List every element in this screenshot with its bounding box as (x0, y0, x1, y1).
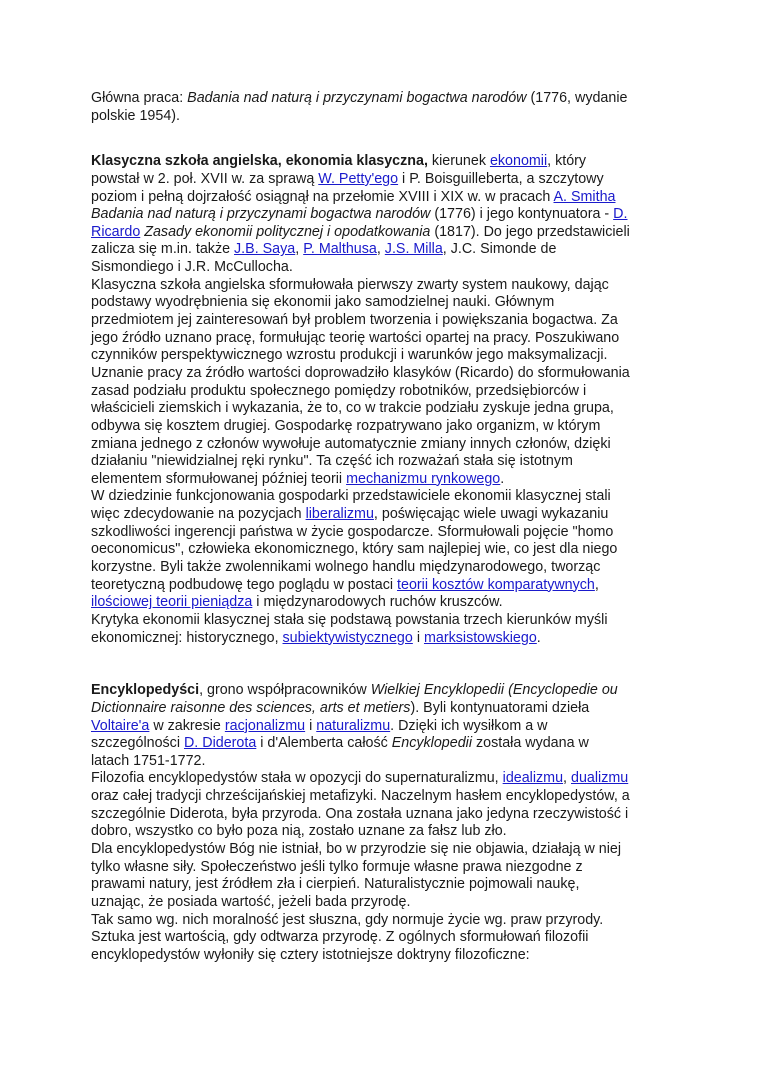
hyperlink[interactable]: teorii kosztów komparatywnych (397, 576, 595, 593)
text-line (91, 206, 676, 224)
text-run: korzystne. Byli także zwolennikami wolnego handlu międzynarodowego, tworząc (91, 559, 601, 576)
hyperlink[interactable]: D. (613, 206, 628, 223)
text-run: (1776) i jego kontynuatora - (430, 206, 614, 223)
text-line (91, 189, 676, 207)
text-run: , (563, 770, 571, 787)
text-run: powstał w 2. poł. XVII w. za sprawą (91, 170, 319, 187)
text-run: zasad podziału produktu społecznego pomiędzy robotników, przedsiębiorców i (91, 382, 587, 399)
text-run: i (412, 629, 424, 646)
text-run: Główna praca: (91, 90, 188, 106)
text-line (91, 436, 676, 454)
text-line (91, 630, 676, 648)
text-run: Tak samo wg. nich moralność jest słuszna, gdy normuje życie wg. praw przyrody. (91, 911, 604, 928)
text-line (91, 224, 676, 242)
text-run: . (536, 629, 541, 646)
text-run: (1776, wydanie (526, 90, 628, 106)
text-run: , grono współpracowników (199, 682, 371, 699)
paragraph-classical-school (91, 153, 676, 647)
text-run: oeconomicus", człowieka ekonomicznego, który sam najlepiej wie, co jest dla niego (91, 541, 618, 558)
text-run: właścicieli ziemskich i wykazania, że to, co w trakcie podziału zyskuje jedna grupa, (91, 400, 614, 417)
text-line (91, 735, 676, 753)
text-run: działaniu "niewidzialnej ręki rynku". Ta część ich rozważań stała się istotnym (91, 453, 573, 470)
hyperlink[interactable]: J.S. Milla (384, 241, 443, 258)
document-page (91, 90, 676, 964)
text-line (91, 823, 676, 841)
text-line (91, 453, 676, 471)
text-line (91, 912, 676, 930)
text-run: , który (547, 153, 587, 170)
text-line (91, 488, 676, 506)
italic-text: Dictionnaire raisonne des sciences, arts et metiers (91, 699, 411, 716)
text-line (91, 894, 676, 912)
text-line (91, 559, 676, 577)
text-run: , (295, 241, 304, 258)
text-run: i d'Alemberta całość (256, 735, 392, 752)
hyperlink[interactable]: Voltaire'a (91, 717, 150, 734)
text-run: szczególności (91, 735, 184, 752)
text-run: tylko własne siły. Społeczeństwo jeśli tylko formuje własne prawa niezgodne z (91, 858, 583, 875)
text-line (91, 241, 676, 259)
text-line (91, 700, 676, 718)
italic-text: Badania nad naturą i przyczynami bogactwa narodów (91, 206, 431, 223)
text-line (91, 108, 676, 126)
text-run: ekonomicznej: historycznego, (91, 629, 283, 646)
hyperlink[interactable]: liberalizmu (305, 506, 374, 523)
text-run: więc zdecydowanie na pozycjach (91, 506, 306, 523)
text-line (91, 347, 676, 365)
text-run: , J.C. Simonde de (442, 241, 557, 258)
hyperlink[interactable]: P. Malthusa (303, 241, 377, 258)
text-run: w zakresie (149, 717, 225, 734)
italic-text: Encyklopedii (391, 735, 473, 752)
text-run: polskie 1954). (91, 107, 181, 124)
italic-text: Zasady ekonomii politycznej i opodatkowania (144, 223, 431, 240)
text-run: zalicza się m.in. także (91, 241, 235, 258)
text-line (91, 171, 676, 189)
text-line (91, 418, 676, 436)
text-run: odbywa się kosztem drugiej. Gospodarkę rozpatrywano jako organizm, w którym (91, 417, 601, 434)
text-line (91, 929, 676, 947)
text-run: Filozofia encyklopedystów stała w opozycji do supernaturalizmu, (91, 770, 503, 787)
hyperlink[interactable]: racjonalizmu (224, 717, 306, 734)
paragraph-main-work (91, 90, 676, 125)
text-run: (1817). Do jego przedstawicieli (430, 223, 630, 240)
paragraph-spacer (91, 125, 676, 153)
text-run: została wydana w (472, 735, 589, 752)
hyperlink[interactable]: W. Petty'ego (318, 170, 399, 187)
text-run: Sismondiego i J.R. McCullocha. (91, 259, 293, 276)
text-line (91, 682, 676, 700)
text-run: i P. Boisguilleberta, a szczytowy (398, 170, 604, 187)
text-line (91, 841, 676, 859)
text-run: . (500, 470, 505, 487)
text-line (91, 876, 676, 894)
text-run: , poświęcając wiele uwagi wykazaniu (373, 506, 609, 523)
text-line (91, 859, 676, 877)
text-line (91, 541, 676, 559)
text-line (91, 153, 676, 171)
text-line (91, 577, 676, 595)
text-run: uznając, że posiada wartość, jeżeli bada przyrodę. (91, 893, 411, 910)
text-line (91, 947, 676, 965)
text-run: ). Byli kontynuatorami dzieła (410, 699, 590, 716)
hyperlink[interactable]: D. Diderota (183, 735, 257, 752)
text-line (91, 294, 676, 312)
hyperlink[interactable]: dualizmu (571, 770, 629, 787)
text-line (91, 524, 676, 542)
bold-text: Klasyczna szkoła angielska, ekonomia klasyczna, (91, 153, 428, 170)
hyperlink[interactable]: marksistowskiego (423, 629, 537, 646)
bold-text: Encyklopedyści (91, 682, 200, 699)
text-run: i międzynarodowych ruchów kruszców. (252, 594, 503, 611)
hyperlink[interactable]: ekonomii (489, 153, 548, 170)
text-line (91, 753, 676, 771)
text-run: . Dzięki ich wysiłkom a w (390, 717, 548, 734)
hyperlink[interactable]: J.B. Saya (234, 241, 296, 258)
text-run: encyklopedystów wyłoniły się cztery istotniejsze doktryny filozoficzne: (91, 946, 530, 963)
text-run: Krytyka ekonomii klasycznej stała się podstawą powstania trzech kierunków myśli (91, 611, 608, 628)
text-run: latach 1751-1772. (91, 752, 206, 769)
text-run: Uznanie pracy za źródło wartości doprowadziło klasyków (Ricardo) do sformułowania (91, 364, 630, 381)
text-run: teoretyczną podbudowę tego poglądu w postaci (91, 576, 398, 593)
text-run: Sztuka jest wartością, gdy odtwarza przyrodę. Z ogólnych sformułowań filozofii (91, 929, 589, 946)
text-run: przedmiotem jej zainteresowań był problem tworzenia i powiększania bogactwa. Za (91, 312, 618, 329)
text-run: kierunek (427, 153, 490, 170)
text-run: oraz całej tradycji chrześcijańskiej metafizyki. Naczelnym hasłem encyklopedystów, a (91, 788, 630, 805)
text-line (91, 277, 676, 295)
text-line (91, 365, 676, 383)
text-line (91, 312, 676, 330)
hyperlink[interactable]: mechanizmu rynkowego (346, 470, 501, 487)
text-run: jego źródło uznano pracę, formułując teorię wartości opartej na pracy. Poszukiwano (91, 329, 620, 346)
text-line (91, 718, 676, 736)
paragraph-encyclopedists (91, 682, 676, 964)
hyperlink[interactable]: A. Smitha (553, 188, 616, 205)
paragraph-spacer (91, 647, 676, 682)
italic-text: Badania nad naturą i przyczynami bogactwa narodów (187, 90, 527, 106)
text-line (91, 400, 676, 418)
text-run: czynników perspektywicznego wzrostu produkcji i warunków jego maksymalizacji. (91, 347, 608, 364)
text-run: elementem sformułowanej później teorii (91, 470, 347, 487)
hyperlink[interactable]: ilościowej teorii pieniądza (91, 594, 253, 611)
text-run: zmiana jednego z członów wywołuje automatycznie zmiany innych członów, dzięki (91, 435, 611, 452)
text-run: szkodliwości ingerencji państwa w życie gospodarcze. Sformułowali pojęcie "homo (91, 523, 614, 540)
text-line (91, 612, 676, 630)
text-line (91, 770, 676, 788)
text-run: W dziedzinie funkcjonowania gospodarki przedstawiciele ekonomii klasycznej stali (91, 488, 611, 505)
text-run: , (594, 576, 599, 593)
italic-text: Wielkiej Encyklopedii (Encyclopedie ou (370, 682, 618, 699)
hyperlink[interactable]: naturalizmu (316, 717, 391, 734)
text-run: poziom i pełną dojrzałość osiągnął na przełomie XVIII i XIX w. w pracach (91, 188, 554, 205)
text-line (91, 259, 676, 277)
text-line (91, 90, 676, 108)
text-run: podstawy wyodrębnienia się ekonomii jako samodzielnej nauki. Głównym (91, 294, 555, 311)
text-run: dobro, wszystko co było poza nią, zostało uznane za fałsz lub zło. (91, 823, 507, 840)
hyperlink[interactable]: subiektywistycznego (282, 629, 413, 646)
hyperlink[interactable]: idealizmu (502, 770, 564, 787)
text-line (91, 594, 676, 612)
text-line (91, 471, 676, 489)
text-run: szczególnie Diderota, była przyroda. Ona została uznana jako jedyna rzeczywistość i (91, 805, 629, 822)
text-line (91, 330, 676, 348)
text-run: Dla encyklopedystów Bóg nie istniał, bo w przyrodzie się nie objawia, działają w niej (91, 840, 622, 857)
text-run: i (305, 717, 317, 734)
text-run: prawami natury, jest źródłem zła i cierpień. Naturalistycznie pojmowali naukę, (91, 876, 580, 893)
text-line (91, 506, 676, 524)
text-line (91, 806, 676, 824)
text-run: , (376, 241, 385, 258)
text-run: Klasyczna szkoła angielska sformułowała pierwszy zwarty system naukowy, dając (91, 276, 609, 293)
hyperlink[interactable]: Ricardo (91, 223, 141, 240)
text-line (91, 383, 676, 401)
text-line (91, 788, 676, 806)
